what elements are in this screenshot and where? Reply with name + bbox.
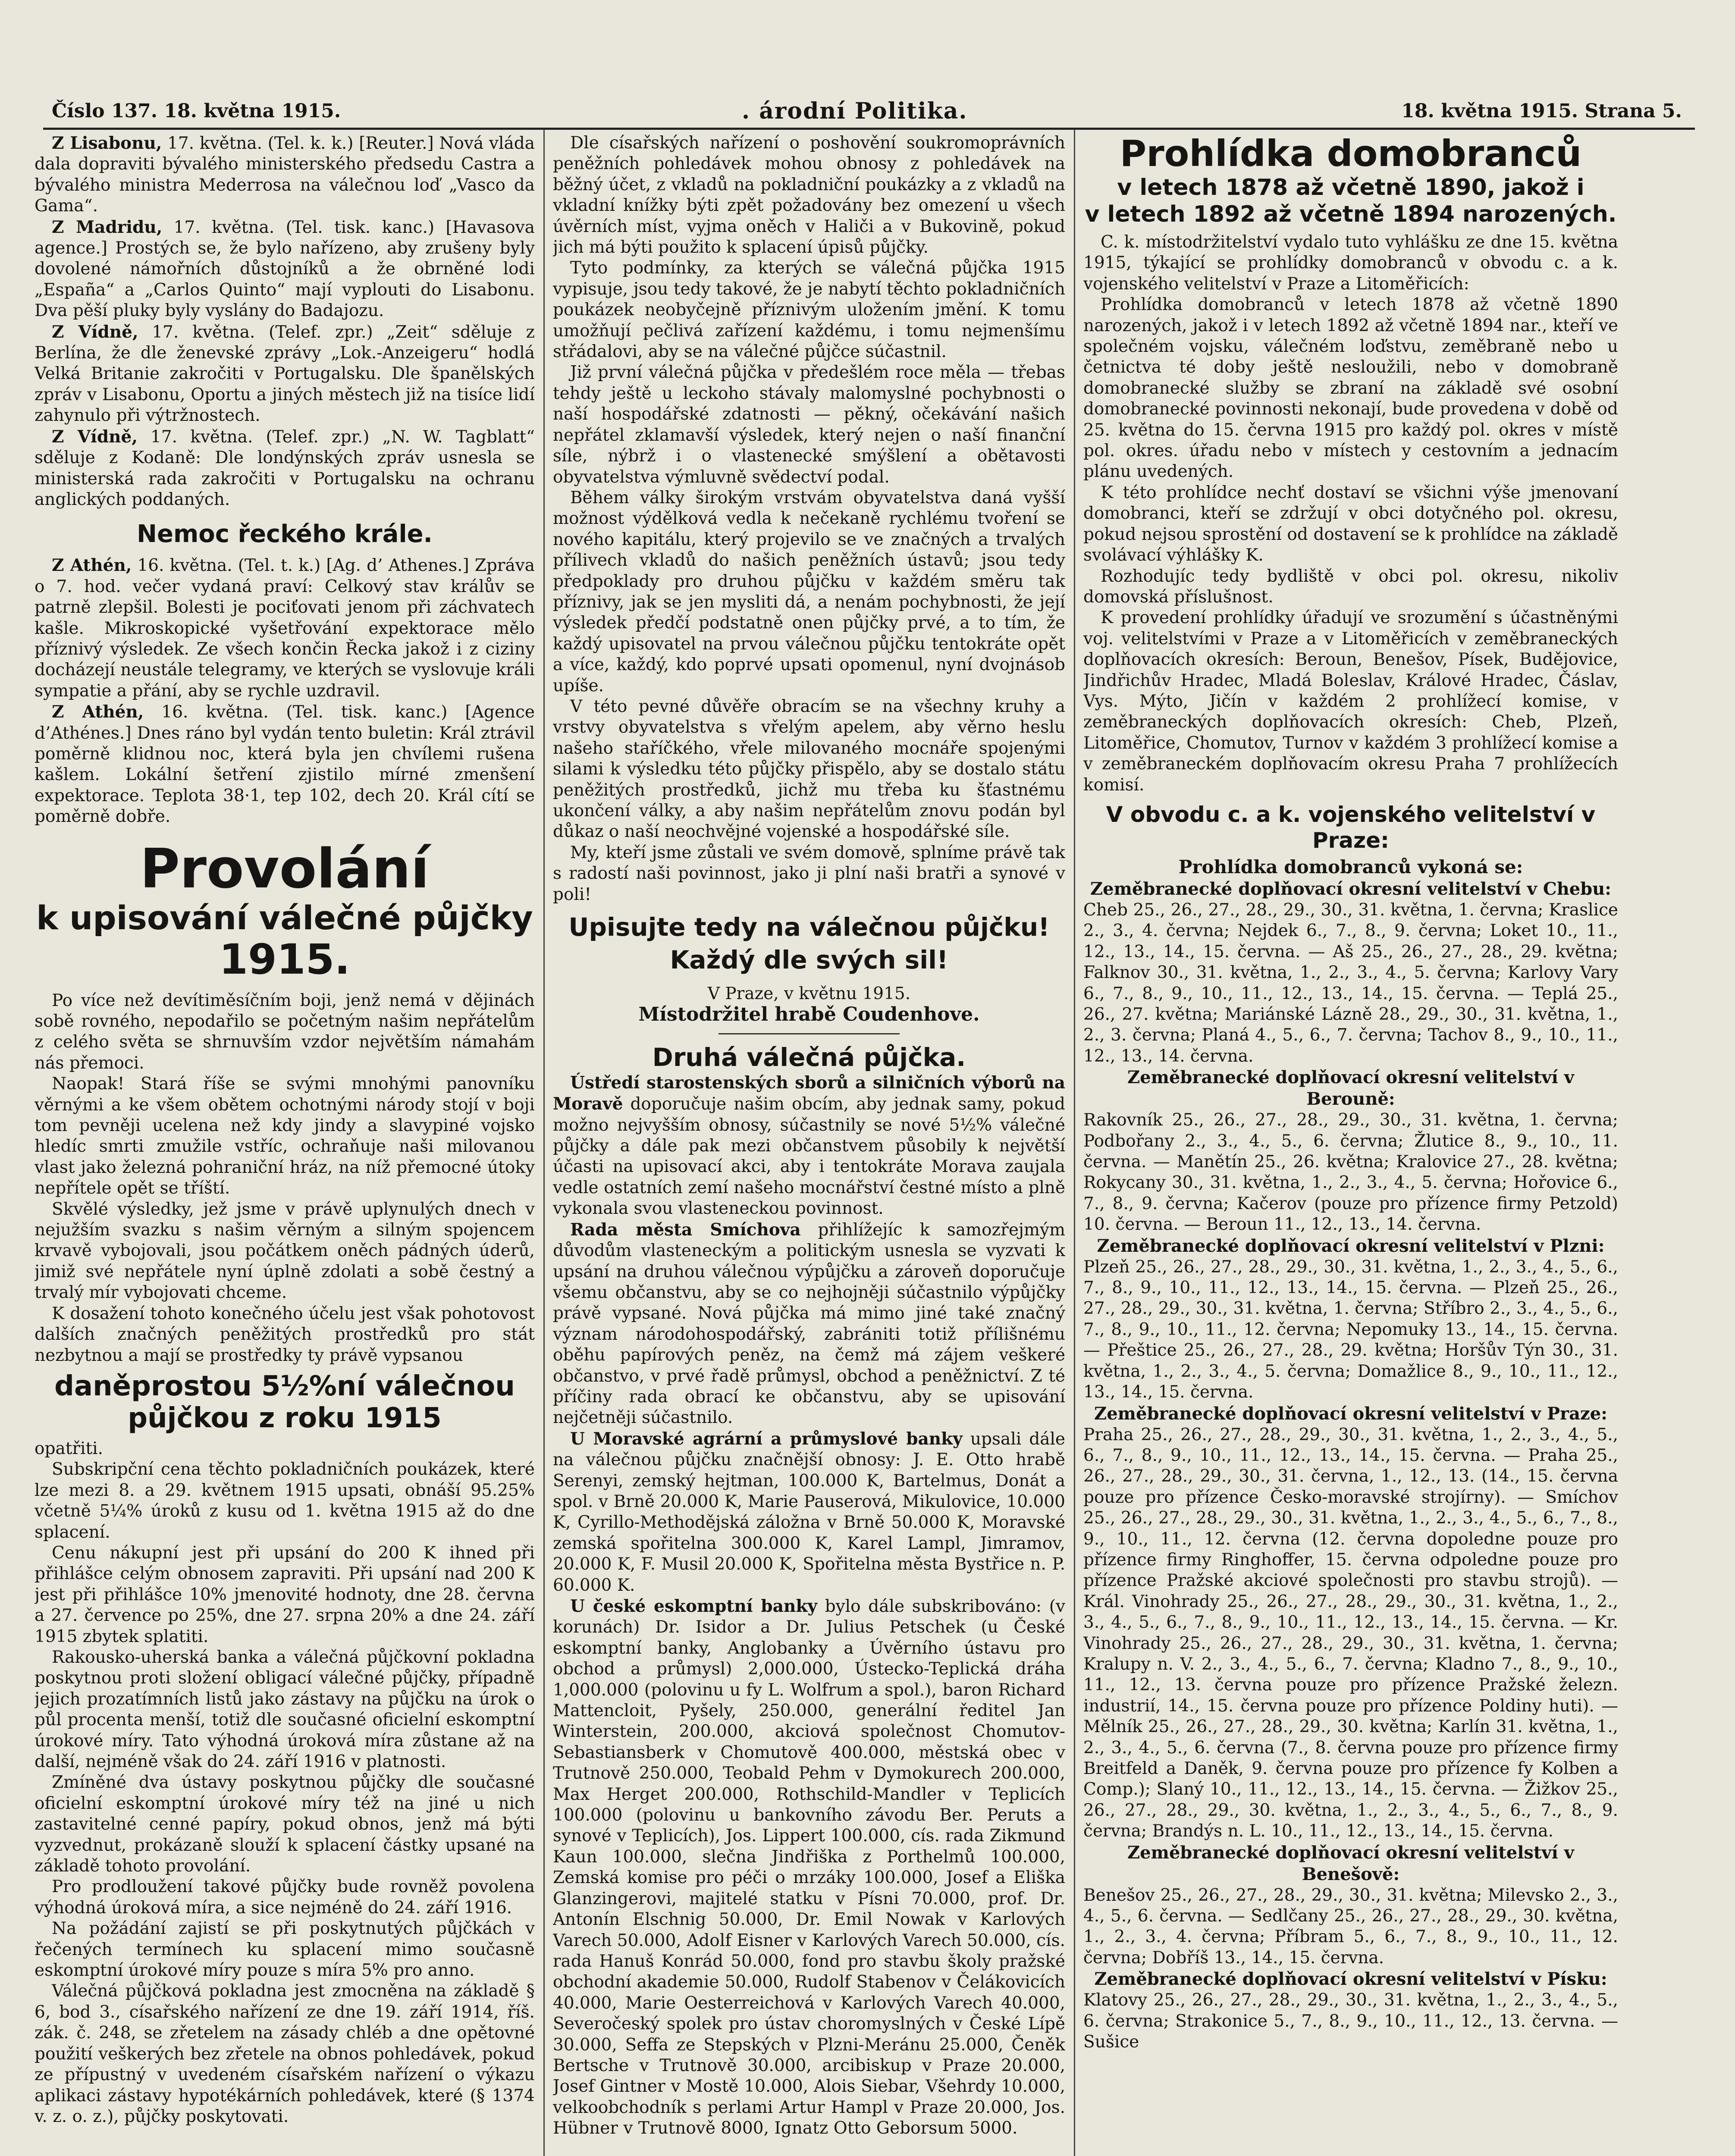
schedule: Benešov 25., 26., 27., 28., 29., 30., 31. května; Milevsko 2., 3., 4., 5., 6. června. — Sedlčany 25., 26., 27., 28., 29., 30. května, 1., 2., 3., 4. června; Příbram 5., 6., 7., 8., 9., 10., 11., 12. června; Dobříš 13., 14., 15. června.	[1083, 1885, 1618, 1968]
inspection-subheadline: v letech 1878 až včetně 1890, jakož i	[1117, 175, 1584, 201]
district-heading: Zeměbranecké doplňovací okresní velitelství v Benešově:	[1127, 1842, 1574, 1884]
inspection-headline: Prohlídka domobranců	[1120, 133, 1582, 175]
loan-headline: daněprostou 5½%ní válečnou půjčkou z roku 1915	[54, 1370, 515, 1434]
news-item: Z Lisabonu, 17. května. (Tel. k. k.) [Reuter.] Nová vláda dala dopraviti bývalého ministerského předsedu Castra a bývalého ministra Mederrosa na válečnou loď „Vasco da Gama“.	[35, 133, 535, 216]
district-heading: Zeměbranecké doplňovací okresní velitelství v Praze:	[1094, 1403, 1607, 1424]
appeal-year: 1915.	[219, 935, 350, 984]
news-item: Z Vídně, 17. května. (Telef. zpr.) „Zeit“ sděluje z Berlína, že dle ženevské zprávy „Lok.-Anzeigeru“ hodlá Velká Britanie zakročiti v Portugalsku. Dle španělských zpráv v Lisabonu, Oportu a jiných městech již na tisíce lidí zahynulo při výtržnostech.	[35, 322, 535, 426]
paragraph: Rakousko-uherská banka a válečná půjčkovní pokladna poskytnou proti složení obligací válečné půjčky, případně jejich prozatímních listů jako zástavy na půjčku na úrok o půl procenta menší, totiž dle současné oficielní eskomptní úrokové míry. Tato výhodná úroková míra zůstane až na další, nejméně však do 24. září 1916 v platnosti.	[35, 1647, 535, 1771]
paragraph: Pro prodloužení takové půjčky bude rovněž povolena výhodná úroková míra, a sice nejméně do 24. září 1916.	[35, 1877, 535, 1918]
paragraph: Rozhodujíc tedy bydliště v obci pol. okresu, nikoliv domovská příslušnost.	[1083, 566, 1618, 607]
dateline: Z Lisabonu,	[52, 133, 162, 153]
paragraph: Prohlídka domobranců v letech 1878 až včetně 1890 narozených, jakož i v letech 1892 až včetně 1894 nar., kteří ve společném vojsku, válečném loďstvu, zeměbraně nebo u četnictva té doby ještě nesloužili, nebo v domobraně domobranecké služby se zbraní na základě své osobní domobranecké povinnosti nekonají, bude provedena v době od 25. května do 15. června 1915 pro každý pol. okres v místě pol. okres. úřadu nebo v místech y cestovním a jednacím plánu uvedených.	[1083, 295, 1618, 482]
paragraph: Rada města Smíchova přihlížejíc k samozřejmým důvodům vlasteneckým a politickým usnesla se vyzvati k upsání na druhou válečnou výpůjčku a zároveň doporučuje všemu občanstvu, aby se co nejhojněji súčastnilo výpůjčky právě vypsané. Nová půjčka má mimo jiné také značný význam národohospodářský, zabrániti totiž přílišnému oběhu papírových peněz, na čemž má zájem veškeré občanstvo, v prvé řadě průmysl, obchod a peněžnictví. Z té příčiny rada obrací ke občanstvu, aby se upisování nejčetněji súčastnilo.	[553, 1219, 1065, 1428]
dateline-place: V Praze, v květnu 1915.	[707, 984, 911, 1004]
paragraph: Tyto podmínky, za kterých se válečná půjčka 1915 vypisuje, jsou tedy takové, že je nabytí těchto pokladničních poukázek neobyčejně příznivým uložením jmění. K tomu umožňují pečlivá zařízení každému, i tomu nejmenšímu střádalovi, aby se na válečné půjčce súčastnil.	[553, 258, 1065, 362]
paragraph: Skvělé výsledky, jež jsme v právě uplynulých dnech v nejužším svazku s našim věrným a silným spojencem krvavě vybojovali, jsou počátkem oněch pádných úderů, jimiž své nepřátele nyní úplně zdolati a sobě čestný a trvalý mír vybojovati chceme.	[35, 1199, 535, 1303]
district-heading: Zeměbranecké doplňovací okresní velitelství v Plzni:	[1097, 1235, 1605, 1256]
call-to-subscribe: Upisujte tedy na válečnou půjčku!	[568, 912, 1050, 942]
paragraph: Subskripční cena těchto pokladničních poukázek, které lze mezi 8. a 29. květnem 1915 upsati, obnáší 95.25% včetně 5¼% úroků z kusu od 1. května 1915 až do dne splacení.	[35, 1460, 535, 1542]
news-item: Z Madridu, 17. května. (Tel. tisk. kanc.) [Havasova agence.] Prostých se, že bylo nařízeno, aby zrušeny byly dovolené námořních důstojníků a že obrněné lodi „España“ a „Carlos Quinto“ mají vyplouti do Lisabonu. Dva pěší pluky byly vyslány do Badajozu.	[35, 217, 535, 321]
second-loan-headline: Druhá válečná půjčka.	[652, 1042, 966, 1072]
paragraph: My, kteří jsme zůstali ve svém domově, splníme právě tak s radostí naši povinnost, jako ji plní naši bratři a synové v poli!	[553, 843, 1065, 904]
appeal-subheadline: k upisování válečné půjčky	[36, 898, 533, 937]
paragraph: Ústředí starostenských sborů a silničních výborů na Moravě doporučuje našim obcím, aby jednak samy, pokud možno nejvyšším obnosy, súčastnily se nové 5½% válečné půjčky a dále pak mezi občanstvem působily k největší účasti na upisovací akci, aby i tentokráte Morava zaujala vedle ostatních zemí našeho mocnářství čestné místo a plně vykonala svou vlasteneckou povinnost.	[553, 1072, 1065, 1219]
column-3	[1083, 133, 1618, 2156]
section-subheadline: Prohlídka domobranců vykoná se:	[1178, 856, 1523, 877]
column-1	[35, 133, 535, 2156]
paragraph: V této pevné důvěře obracím se na všechny kruhy a vrstvy obyvatelstva s vřelým apelem, aby věrno heslu našeho staříčkého, vřele milovaného mocnáře spojenými silami k výsledku této půjčky přispělo, aby se dostalo státu peněžitých prostředků, jichž mu třeba ku šťastnému ukončení války, a aby našim nepřátelům znovu podán byl důkaz o naší neochvějné vojenské a hospodářské síle.	[553, 696, 1065, 842]
separator	[718, 1033, 900, 1034]
news-item: Z Vídně, 17. května. (Telef. zpr.) „N. W. Tagblatt“ sděluje z Kodaně: Dle londýnských zpráv usnesla se ministerská rada zakročiti v Portugalsku na ochranu anglických poddaných.	[35, 426, 535, 509]
district-heading: Zeměbranecké doplňovací okresní velitelství v Chebu:	[1090, 878, 1612, 899]
paragraph: Po více než devítiměsíčním boji, jenž nemá v dějinách sobě rovného, nepodařilo se početným našim nepřátelům z celého světa se shrnuvším vzdor největším námahám nás přemoci.	[35, 990, 535, 1073]
paragraph: Během války širokým vrstvám obyvatelstva daná vyšší možnost výdělková vedla k nečekaně rychlému tvoření se nového kapitálu, který projevilo se ve značných a trvalých přílivech vkladů do našich peněžních ústavů; jsou tedy předpoklady pro druhou půjčku v každém směru tak příznivy, jak se jen mysliti dá, a nenám pochybnosti, že její výsledek předčí podstatně onen půjčky prvé, a to tím, že každý upisovatel na prvou válečnou půjčku tentokráte opět a více, každý, kdo poprvé upsati opomenul, nyní dvojnásob upíše.	[553, 488, 1065, 696]
district-heading: Zeměbranecké doplňovací okresní velitelství v Berouně:	[1127, 1067, 1574, 1109]
paragraph: Cenu nákupní jest při upsání do 200 K ihned při přihlášce celým obnosem zapraviti. Při upsání nad 200 K jest při přihlášce 10% jmenovité hodnoty, dne 28. června a 27. července po 25%, dne 27. srpna 20% a dne 24. září 1915 zbytek splatiti.	[35, 1543, 535, 1646]
column-divider	[1074, 129, 1075, 2156]
paragraph: Dle císařských nařízení o poshovění soukromoprávních peněžních pohledávek mohou obnosy z pohledávek na běžný účet, z vkladů na pokladniční poukázky a z vkladů na vkladní knížky býti zpět požadovány bez omezení u všech úvěrních míst, vyjma oněch v Haliči a v Bukovině, pokud jich má býti použito k splacení úpisů půjčky.	[553, 133, 1065, 257]
column-2	[553, 133, 1065, 2156]
paragraph: K provedení prohlídky úřadují ve srozumění s účastněnými voj. velitelstvími v Praze a v Litoměřicích v zeměbraneckých doplňovacích okresích: Beroun, Benešov, Písek, Budějovice, Jindřichův Hradec, Mladá Boleslav, Králové Hradec, Čáslav, Vys. Mýto, Jičín v každém 2 prohlížecí komise, v zeměbraneckých doplňovacích okresích: Cheb, Plzeň, Litoměřice, Chomutov, Turnov v každém 3 prohlížecí komise a v zeměbraneckém doplňovacím okresu Praha 7 prohlížecích komisí.	[1083, 608, 1618, 795]
schedule: Klatovy 25., 26., 27., 28., 29., 30., 31. května, 1., 2., 3., 4., 5., 6. června; Strakonice 5., 7., 8., 9., 10., 11., 12., 13. června. — Sušice	[1083, 1990, 1618, 2052]
paragraph: Válečná půjčková pokladna jest zmocněna na základě § 6, bod 3., císařského nařízení ze dne 19. září 1914, říš. zák. č. 248, se zřetelem na zásady chléb a dne opětovné použití veškerých bez zřetele na obnos pohledávek, pokud ze přípustný v uvedeném císařském nařízení o výkazu aplikaci zástavy hypotékárních pohledávek, které (§ 1374 v. z. o. z.), půjčky poskytovati.	[35, 1981, 535, 2126]
paragraph: Naopak! Stará říše se svými mnohými panovníku věrnými a ke všem obětem ochotnými národy stojí v boji tom pevněji ucelena než kdy jindy a slavypiné vojsko hledíc smrti zmužile vstříc, ochraňuje naši milovanou vlast jako železná pohraniční hráz, na níž přemocné útoky nepřítele opět se tříští.	[35, 1074, 535, 1198]
paragraph: K dosažení tohoto konečného účelu jest však pohotovost dalších značných peněžitých prostředků pro stát nezbytnou a mají se prostředky ty právě vypsanou	[35, 1304, 535, 1365]
schedule: Rakovník 25., 26., 27., 28., 29., 30., 31. května, 1. června; Podbořany 2., 3., 4., 5., 6. června; Žlutice 8., 9., 10., 11. června. — Manětín 25., 26. května; Kralovice 27., 28. května; Rokycany 30., 31. května, 1., 2., 3., 4., 5. června; Hořovice 6., 7., 8., 9. června; Kačerov (pouze pro přízence firmy Petzold) 10. června. — Beroun 11., 12., 13., 14. června.	[1083, 1110, 1618, 1235]
paragraph: opatřiti.	[35, 1438, 104, 1458]
inspection-subheadline: v letech 1892 až včetně 1894 narozených.	[1085, 201, 1617, 227]
paragraph: Na požádání zajistí se při poskytnutých půjčkách v řečených termínech ku splacení mimo současně eskomptní úrokové míry pouze s míra 5% pro anno.	[35, 1919, 535, 1981]
schedule: Plzeň 25., 26., 27., 28., 29., 30., 31. května, 1., 2., 3., 4., 5., 6., 7., 8., 9., 10., 11., 12., 13., 14., 15. června. — Plzeň 25., 26., 27., 28., 29., 30., 31. května, 1. června; Stříbro 2., 3., 4., 5., 6., 7., 8., 9., 10., 11., 12. června; Nepomuky 13., 14., 15. června. — Přeštice 25., 26., 27., 28., 29. května; Horšův Týn 30., 31. května, 1., 2., 3., 4., 5. června; Domažlice 8., 9., 10., 11., 12., 13., 14., 15. června.	[1083, 1257, 1618, 1402]
paragraph: U české eskomptní banky bylo dále subskribováno: (v korunách) Dr. Isidor a Dr. Julius Petschek (u České eskomptní banky, Anglobanky a Úvěrního ústavu pro obchod a průmysl) 2,000.000, Ústecko-Teplická dráha 1,000.000 (polovinu u fy L. Wolfrum a spol.), baron Richard Mattencloit, Pyšely, 250.000, generální ředitel Jan Winterstein, 200.000, akciová společnost Chomutov-Sebastiansberk v Chomutově 400.000, městská obec v Trutnově 250.000, Teobald Pehm v Dymokurech 200.000, Max Herget 200.000, Rothschild-Mandler v Teplicích 100.000 (polovinu u bankovního závodu Ber. Peruts a synové v Teplicích), Jos. Lippert 100.000, cís. rada Zikmund Kaun 100.000, slečna Jindřiška z Porthelmů 100.000, Zemská komise pro péči o mrzáky 100.000, Josef a Eliška Glanzingerovi, majitelé statku v Písni 70.000, prof. Dr. Antonín Elschnig 50.000, Dr. Emil Nowak v Karlových Varech 50.000, Adolf Eisner v Karlových Varech 50.000, cís. rada Hanuš Konrád 50.000, fond pro stavbu školy pražské obchodní akademie 50.000, Rudolf Stabenov v Čelákovicích 40.000, Marie Oesterreichová v Karlových Varech 40.000, Severočeský spolek pro ústav choromyslných v České Lípě 30.000, Seffa ze Stepských v Plzni-Meránu 25.000, Čeněk Bertsche v Trutnově 30.000, arcibiskup v Praze 20.000, Josef Gintner v Mostě 10.000, Alois Siebar, Všehrdy 10.000, velkoobchodník s perlami Artur Hampl v Praze 20.000, Jos. Hübner v Trutnově 8000, Ignatz Otto Geborsum 5000.	[553, 1596, 1065, 2138]
dateline: Z Vídně,	[52, 322, 138, 342]
call-slogan: Každý dle svých sil!	[670, 945, 948, 975]
page-number: 18. května 1915. Strana 5.	[1401, 100, 1682, 122]
column-divider	[543, 129, 545, 2156]
paragraph: K této prohlídce nechť dostaví se všichni výše jmenovaní domobranci, kteří se zdržují v obci dotyčného pol. okresu, pokud nejsou sprostění od dostavení se k prohlídce na základě svolávací výhlášky K.	[1083, 483, 1618, 565]
section-headline: V obvodu c. a k. vojenského velitelství v Praze:	[1106, 802, 1596, 853]
page-header	[52, 98, 1682, 124]
paragraph: C. k. místodržitelství vydalo tuto vyhlášku ze dne 15. května 1915, týkající se prohlídky domobranců v obvodu c. a k. vojenského velitelství v Praze a Litoměřicích:	[1083, 232, 1618, 294]
issue-info: Číslo 137. 18. května 1915.	[52, 100, 341, 122]
news-item: Z Athén, 16. května. (Tel. t. k.) [Ag. d’ Athenes.] Zpráva o 7. hod. večer vydaná praví: Celkový stav králův se patrně zlepšil. Bolesti je pociťovati jenom při záchvatech kašle. Mikroskopické vyšetřování expektorace mělo příznivý výsledek. Ze všech končin Řecka jakož i z ciziny docházejí neustále telegramy, ve kterých se vyslovuje králi sympatie a přání, aby se rychle uzdravil.	[35, 555, 535, 701]
dateline: Z Athén,	[52, 555, 132, 576]
appeal-headline: Provolání	[140, 837, 430, 900]
dateline: Z Madridu,	[52, 217, 163, 237]
dateline: Z Athén,	[52, 702, 144, 722]
paragraph: U Moravské agrární a průmyslové banky upsali dále na válečnou půjčku značnější obnosy: J. E. Otto hrabě Serenyi, zemský hejtman, 100.000 K, Bartelmus, Donát a spol. v Brně 20.000 K, Marie Pauserová, Mikulovice, 10.000 K, Cyrillo-Methodějská záložna v Brně 50.000 K, Moravské zemská spořitelna 300.000 K, Karel Lampl, Jimramov, 20.000 K, F. Musil 20.000 K, Spořitelna města Bystřice n. P. 60.000 K.	[553, 1429, 1065, 1595]
signature: Místodržitel hrabě Coudenhove.	[638, 1003, 980, 1026]
district-heading: Zeměbranecké doplňovací okresní velitelství v Písku:	[1094, 1969, 1607, 1990]
greek-king-headline: Nemoc řeckého krále.	[137, 520, 433, 548]
schedule: Praha 25., 26., 27., 28., 29., 30., 31. května, 1., 2., 3., 4., 5., 6., 7., 8., 9., 10., 11., 12., 13., 14., 15. června. — Praha 25., 26., 27., 28., 29., 30., 31. června, 1., 12., 13. (14., 15. června pouze pro přízence Česko-moravské strojírny). — Smíchov 25., 26., 27., 28., 29., 30., 31. května, 1., 2., 3., 4., 5., 6., 7., 8., 9., 10., 11., 12. června (12. června dopoledne pouze pro přízence firmy Ringhoffer, 15. června odpoledne pouze pro přízence Pražské akciové společnosti pro stavbu strojů). — Král. Vinohrady 25., 26., 27., 28., 29., 30., 31. května, 1., 2., 3., 4., 5., 6., 7., 8., 9., 10., 11., 12., 13., 14., 15. června. — Kr. Vinohrady 25., 26., 27., 28., 29., 30., 31. května, 1. června; Kralupy n. V. 2., 3., 4., 5., 6., 7. června; Kladno 7., 8., 9., 10., 11., 12., 13. června pouze pro přízence Pražské železn. industrií, 14., 15. června pouze pro přízence Poldiny huti). — Mělník 25., 26., 27., 28., 29., 30. května; Karlín 31. května, 1., 2., 3., 4., 5., 6. června (7., 8. června pouze pro přízence firmy Breitfeld a Daněk, 9. června pouze pro přízence fy Kolben a Comp.); Slaný 10., 11., 12., 13., 14., 15. června. — Žižkov 25., 26., 27., 28., 29., 30. května, 1., 2., 3., 4., 5., 6., 7., 8., 9. června; Brandýs n. L. 10., 11., 12., 13., 14., 15. června.	[1083, 1425, 1618, 1841]
masthead: . árodní Politika.	[742, 98, 968, 124]
header-rule	[43, 128, 1695, 130]
dateline: Z Vídně,	[52, 426, 138, 447]
paragraph: Již první válečná půjčka v předešlém roce měla — třebas tehdy ještě u leckoho stávaly malomyslné pochybnosti o naší hospodářské zdatnosti — pěkný, očekávání našich nepřátel zklamavší výsledek, který nejen o naší finanční síle, nýbrž i o vlastenecké smýšlení a obětavosti obyvatelstva výmluvně svědectví podal.	[553, 363, 1065, 487]
paragraph: Zmíněné dva ústavy poskytnou půjčky dle současné oficielní eskomptní úrokové míry též na jiné u nich zastavitelné cenné papíry, pokud obnos, jenž má býti vyzvednut, prokázaně slouží k splacení částky upsané na základě tohoto provolání.	[35, 1773, 535, 1876]
schedule: Cheb 25., 26., 27., 28., 29., 30., 31. května, 1. června; Kraslice 2., 3., 4. června; Nejdek 6., 7., 8., 9. června; Loket 10., 11., 12., 13., 14., 15. června. — Aš 25., 26., 27., 28., 29. května; Falknov 30., 31. května, 1., 2., 3., 4., 5. června; Karlovy Vary 6., 7., 8., 9., 10., 11., 12., 13., 14., 15. června. — Teplá 25., 26., 27. května; Mariánské Lázně 28., 29., 30., 31. května, 1., 2., 3. června; Planá 4., 5., 6., 7. června; Tachov 8., 9., 10., 11., 12., 13., 14. června.	[1083, 900, 1618, 1066]
news-item: Z Athén, 16. května. (Tel. tisk. kanc.) [Agence d’Athénes.] Dnes ráno byl vydán tento buletin: Král ztrávil poměrně klidnou noc, která byla jen chvílemi rušena kašlem. Lokální šetření zjistilo mírné zmenšení expektorace. Teplota 38·1, tep 102, dech 20. Král cítí se poměrně dobře.	[35, 702, 535, 827]
